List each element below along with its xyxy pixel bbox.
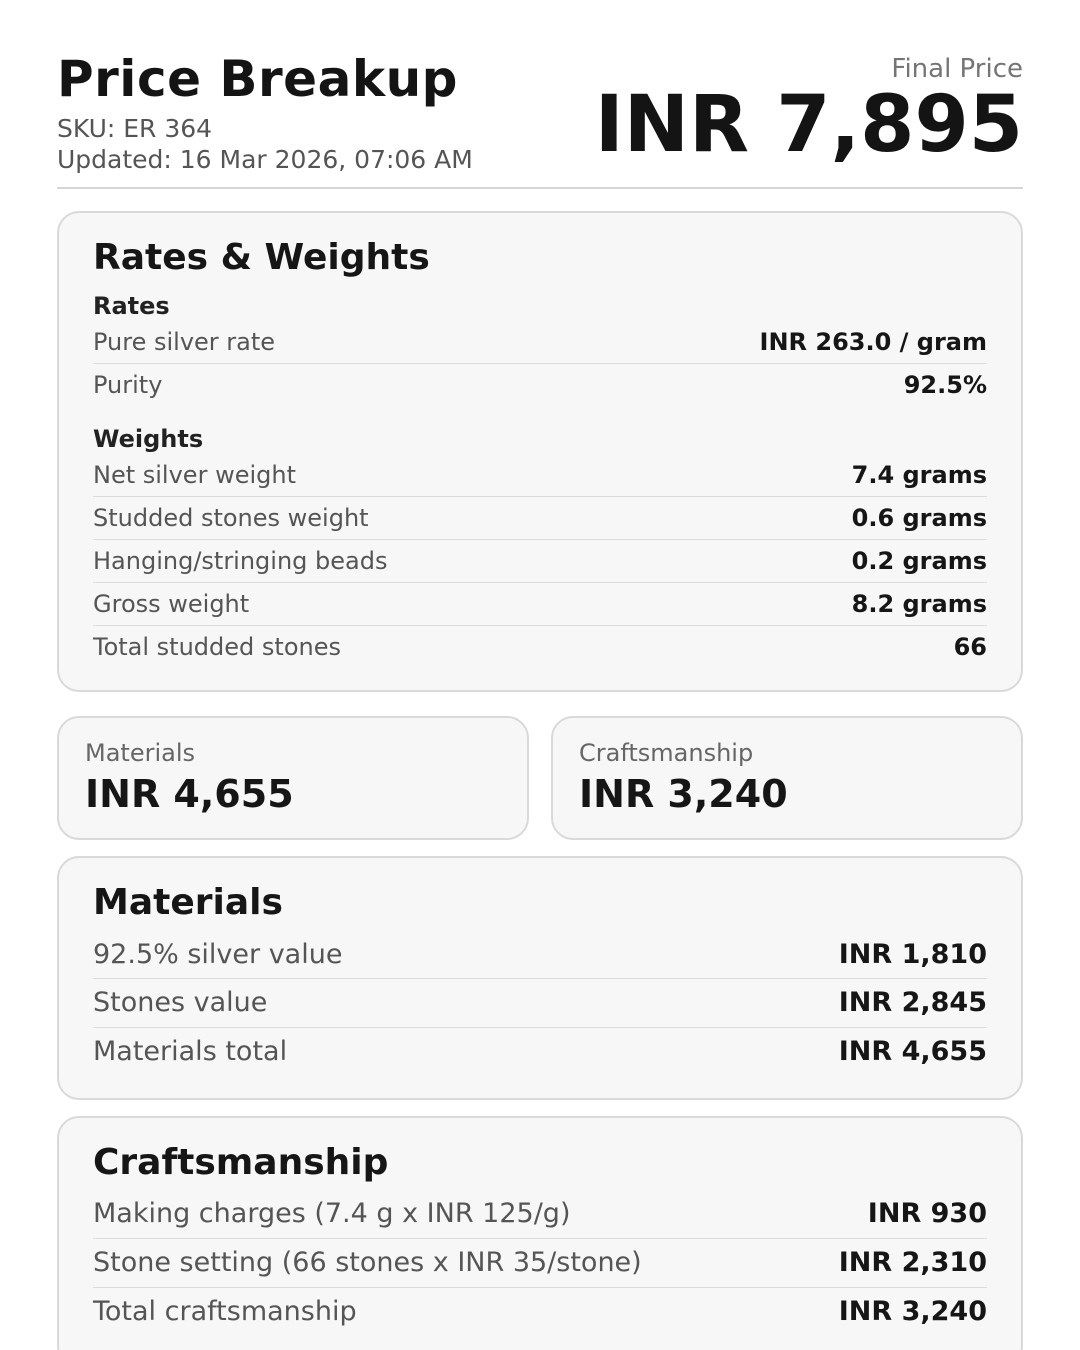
weights-section-heading: Weights (93, 425, 204, 454)
row-value: INR 2,845 (838, 987, 987, 1019)
page-header (57, 52, 1023, 175)
detail-row (93, 497, 987, 540)
sku-text: SKU: ER 364 (57, 114, 213, 143)
detail-row (93, 1028, 987, 1076)
detail-row (93, 1239, 987, 1288)
materials-heading: Materials (93, 882, 283, 924)
summary-label: Craftsmanship (579, 739, 754, 768)
row-value: 66 (953, 633, 987, 662)
row-label: Stone setting (66 stones x INR 35/stone) (93, 1247, 642, 1278)
rates-weights-heading: Rates & Weights (93, 237, 430, 278)
row-value: INR 3,240 (838, 1295, 987, 1327)
row-value: 0.2 grams (851, 547, 987, 576)
summary-value: INR 3,240 (579, 772, 788, 817)
row-value: INR 263.0 / gram (759, 328, 987, 357)
detail-row (93, 1288, 987, 1336)
detail-row (93, 321, 987, 364)
header-right (594, 52, 1023, 170)
row-label: Purity (93, 371, 163, 400)
final-price-label: Final Price (891, 54, 1023, 84)
detail-row (93, 540, 987, 583)
detail-row (93, 583, 987, 626)
summary-card-craftsmanship (551, 716, 1023, 840)
row-value: 92.5% (903, 371, 987, 400)
row-value: INR 2,310 (838, 1247, 987, 1278)
summary-value: INR 4,655 (85, 772, 294, 817)
rates-section-heading: Rates (93, 292, 170, 321)
detail-row (93, 364, 987, 406)
summary-cards-row (57, 716, 1023, 840)
summary-card-materials (57, 716, 529, 840)
row-label: Materials total (93, 1036, 288, 1068)
rates-weights-card (57, 211, 1023, 692)
final-price-value: INR 7,895 (594, 80, 1023, 170)
header-divider (57, 187, 1023, 189)
materials-card (57, 856, 1023, 1100)
row-label: Total studded stones (93, 633, 341, 662)
row-value: 0.6 grams (851, 504, 987, 533)
row-label: Stones value (93, 987, 268, 1019)
updated-timestamp: Updated: 16 Mar 2026, 07:06 AM (57, 145, 473, 174)
detail-row (93, 626, 987, 668)
header-left (57, 52, 473, 175)
detail-row (93, 1190, 987, 1239)
craftsmanship-heading: Craftsmanship (93, 1141, 389, 1183)
craftsmanship-rows (93, 1190, 987, 1335)
detail-row (93, 979, 987, 1028)
row-value: 8.2 grams (851, 590, 987, 619)
craftsmanship-card (57, 1116, 1023, 1350)
summary-label: Materials (85, 739, 196, 768)
row-label: Gross weight (93, 590, 250, 619)
row-label: Making charges (7.4 g x INR 125/g) (93, 1198, 571, 1230)
rates-rows (93, 321, 987, 406)
row-label: Studded stones weight (93, 504, 369, 533)
row-value: INR 1,810 (838, 938, 987, 970)
weights-rows (93, 454, 987, 668)
page-title: Price Breakup (57, 50, 458, 108)
row-value: INR 930 (867, 1198, 987, 1230)
detail-row (93, 454, 987, 497)
row-label: Pure silver rate (93, 328, 276, 357)
row-label: 92.5% silver value (93, 938, 343, 970)
materials-rows (93, 931, 987, 1076)
row-value: 7.4 grams (851, 461, 987, 490)
row-value: INR 4,655 (838, 1036, 987, 1068)
row-label: Total craftsmanship (93, 1295, 357, 1327)
row-label: Hanging/stringing beads (93, 547, 388, 576)
row-label: Net silver weight (93, 461, 296, 490)
detail-row (93, 931, 987, 980)
